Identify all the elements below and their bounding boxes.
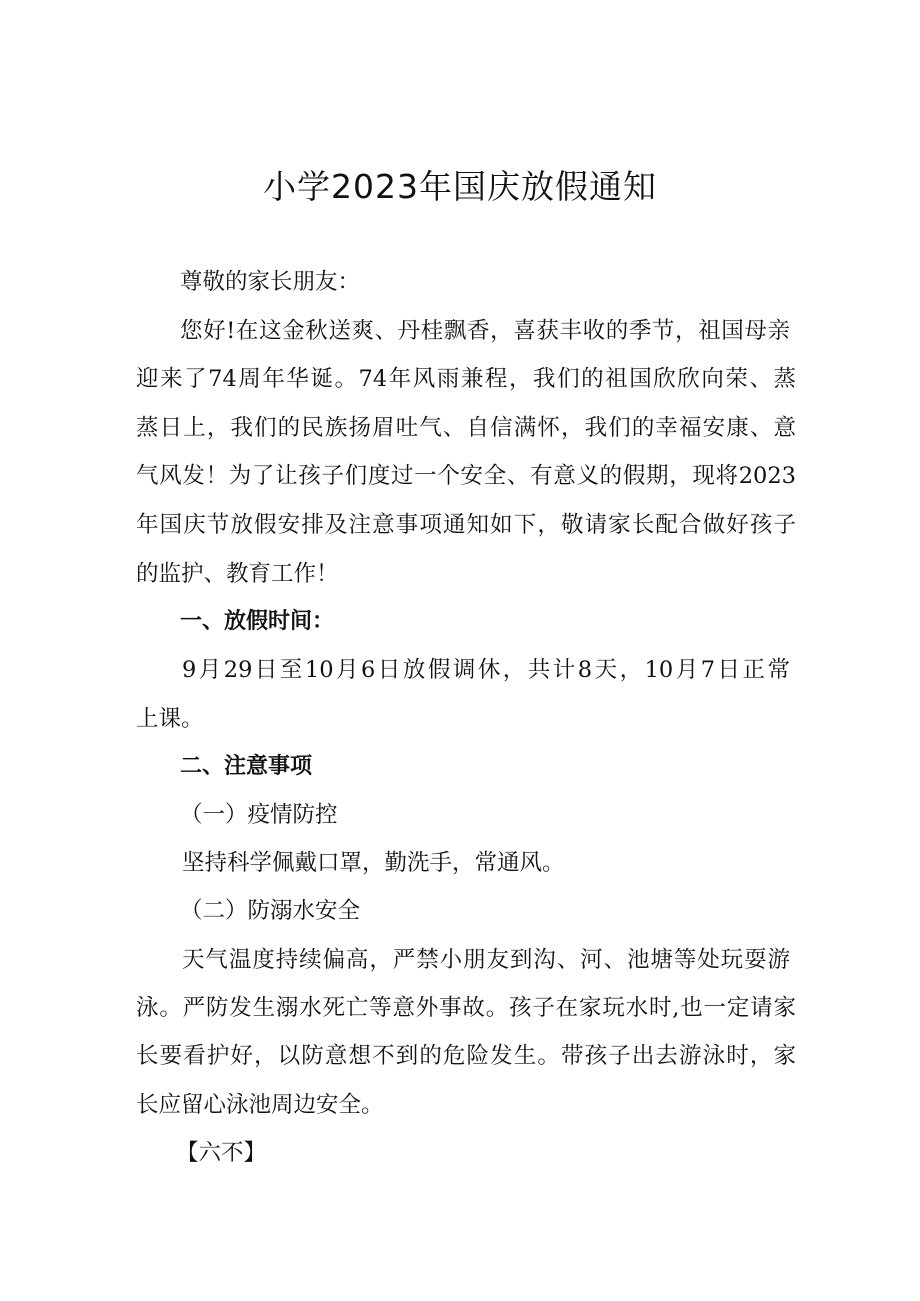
document-title: 小学2023年国庆放假通知 bbox=[263, 167, 657, 206]
six-no-heading: 【六不】 bbox=[176, 1140, 267, 1166]
sub1-heading: （一）疫情防控 bbox=[180, 802, 338, 828]
sub2-line-1: 天气温度持续偏高，严禁小朋友到沟、河、池塘等处玩耍游 bbox=[182, 947, 790, 973]
sub2-line-3: 长要看护好，以防意想不到的危险发生。带孩子出去游泳时，家 bbox=[136, 1043, 796, 1069]
greeting: 尊敬的家长朋友： bbox=[180, 269, 361, 295]
intro-line-2: 迎来了74周年华诞。74年风雨兼程，我们的祖国欣欣向荣、蒸 bbox=[136, 366, 796, 392]
section1-line-2: 上课。 bbox=[136, 706, 204, 732]
section1-heading: 一、放假时间： bbox=[180, 609, 335, 634]
intro-line-1: 您好!在这金秋送爽、丹桂飘香，喜获丰收的季节，祖国母亲 bbox=[180, 318, 790, 344]
section2-heading: 二、注意事项 bbox=[180, 754, 313, 779]
sub2-heading: （二）防溺水安全 bbox=[180, 898, 361, 924]
intro-line-3: 蒸日上，我们的民族扬眉吐气、自信满怀，我们的幸福安康、意 bbox=[136, 415, 796, 441]
section1-line-1: 9月29日至10月6日放假调休，共计8天，10月7日正常 bbox=[182, 657, 790, 683]
intro-line-4: 气风发！为了让孩子们度过一个安全、有意义的假期，现将2023 bbox=[136, 463, 796, 489]
sub2-line-2: 泳。严防发生溺水死亡等意外事故。孩子在家玩水时,也一定请家 bbox=[136, 995, 796, 1021]
intro-line-5: 年国庆节放假安排及注意事项通知如下，敬请家长配合做好孩子 bbox=[136, 512, 796, 538]
intro-line-6: 的监护、教育工作！ bbox=[136, 561, 339, 587]
sub2-line-4: 长应留心泳池周边安全。 bbox=[136, 1092, 384, 1118]
sub1-text: 坚持科学佩戴口罩，勤洗手，常通风。 bbox=[182, 850, 565, 876]
